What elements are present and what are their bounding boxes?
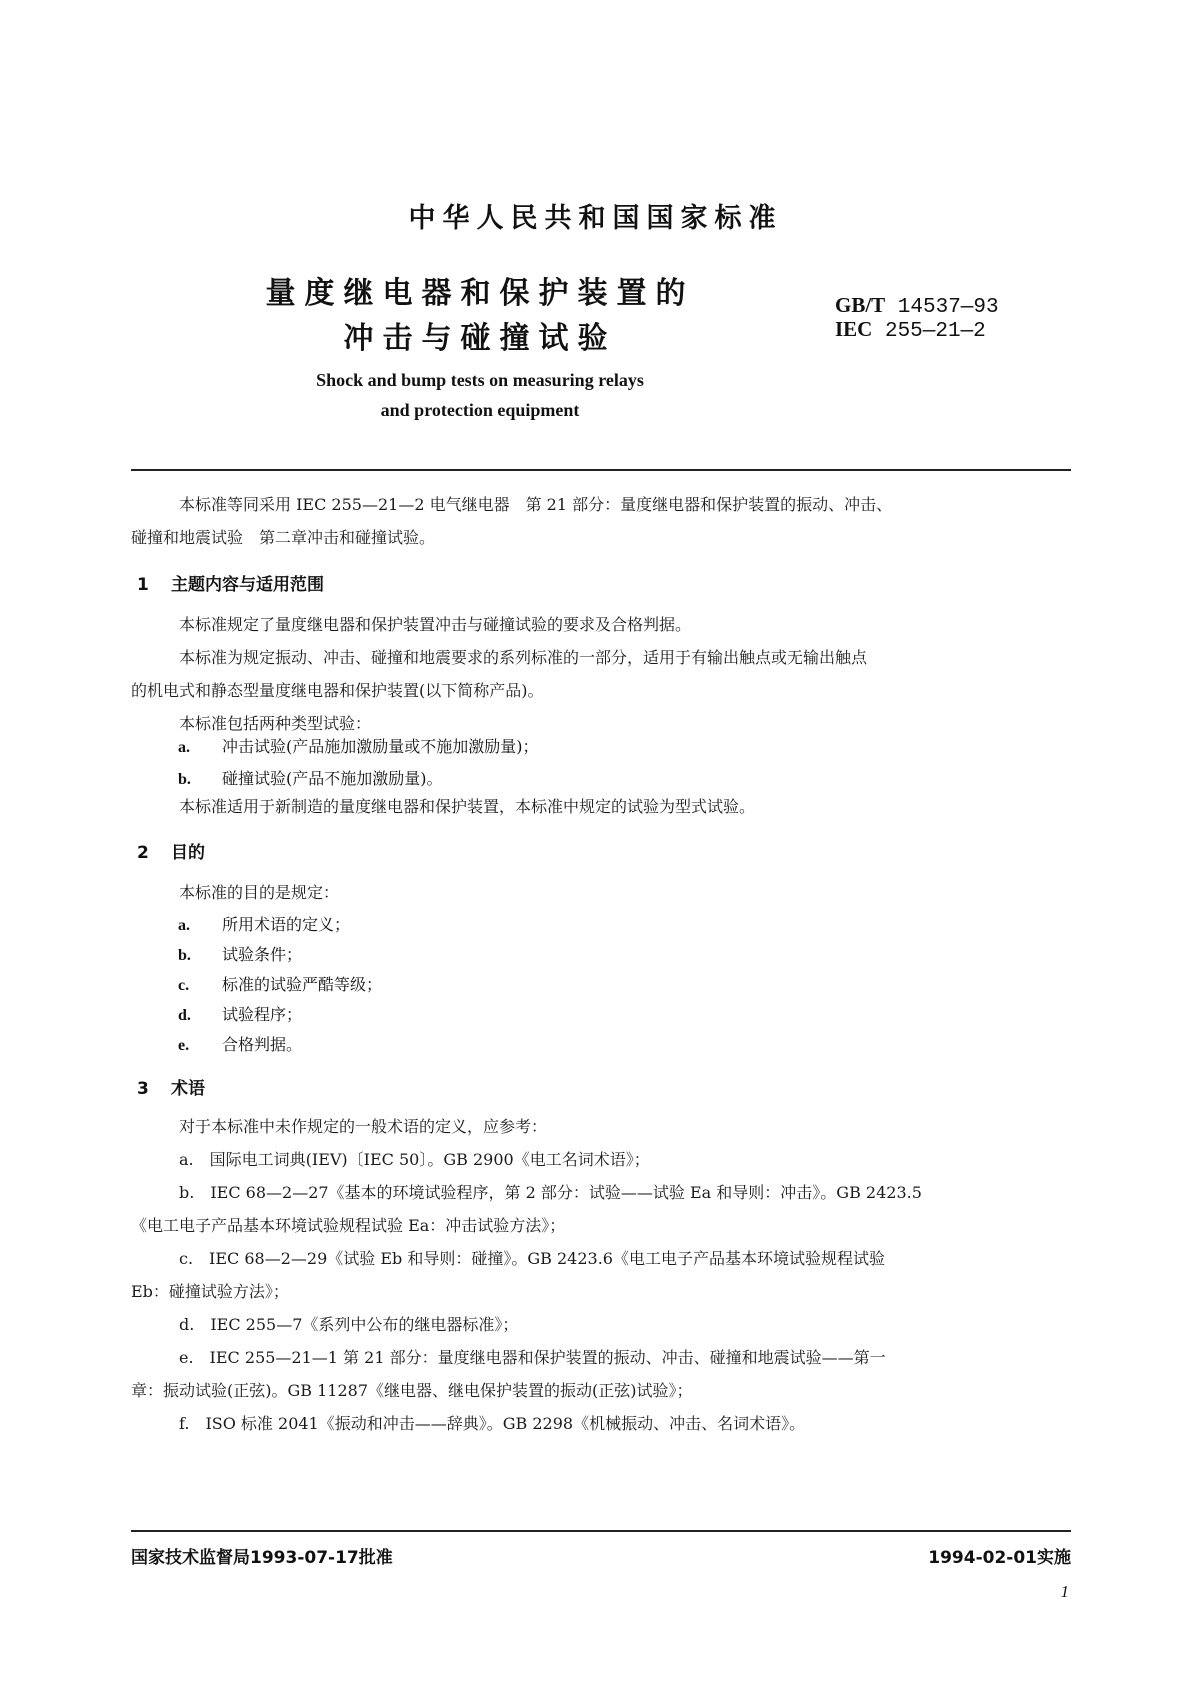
list-item bbox=[178, 972, 382, 995]
code-iec-prefix: IEC bbox=[835, 317, 873, 341]
list-marker: d. bbox=[178, 1007, 191, 1024]
code-gb-prefix: GB/T bbox=[835, 293, 886, 317]
list-marker: a. bbox=[178, 917, 190, 934]
reference-item-b-cont: 《电工电子产品基本环境试验规程试验 Ea：冲击试验方法》； bbox=[131, 1216, 566, 1235]
national-standard-header: 中华人民共和国国家标准 bbox=[408, 203, 783, 234]
list-text: 试验条件； bbox=[222, 945, 303, 964]
reference-item-e: e. IEC 255—21—1 第 21 部分：量度继电器和保护装置的振动、冲击、碰撞和地震试验——第一 bbox=[179, 1348, 886, 1367]
reference-item-c: c. IEC 68—2—29《试验 Eb 和导则：碰撞》。GB 2423.6《电工电子产品基本环境试验规程试验 bbox=[179, 1249, 885, 1268]
section-title: 目的 bbox=[171, 843, 205, 863]
reference-item-c-cont: Eb：碰撞试验方法》； bbox=[131, 1282, 289, 1301]
code-iec-number: 255—21—2 bbox=[884, 320, 986, 343]
standard-code-gb bbox=[835, 293, 999, 319]
section-3-body bbox=[131, 1110, 1071, 1440]
title-cn-line1: 量度继电器和保护装置的 bbox=[265, 276, 695, 311]
list-text: 碰撞试验(产品不施加激励量)。 bbox=[222, 769, 443, 788]
intro-paragraph bbox=[131, 488, 1071, 554]
paragraph-line: 对于本标准中未作规定的一般术语的定义，应参考： bbox=[179, 1117, 548, 1136]
section-number: 3 bbox=[137, 1079, 149, 1099]
page-number: 1 bbox=[1060, 1582, 1069, 1601]
section-1-body bbox=[131, 608, 1071, 740]
title-en-line1: Shock and bump tests on measuring relays bbox=[316, 370, 644, 390]
list-text: 所用术语的定义； bbox=[222, 915, 351, 934]
code-gb-number: 14537—93 bbox=[897, 296, 999, 319]
section-3-heading bbox=[137, 1074, 205, 1099]
section-2-body bbox=[131, 876, 1071, 909]
title-en-line2: and protection equipment bbox=[380, 400, 580, 420]
list-marker: c. bbox=[178, 977, 190, 994]
list-marker: a. bbox=[178, 739, 190, 756]
approval-line: 国家技术监督局1993-07-17批准 bbox=[131, 1548, 393, 1568]
list-item bbox=[178, 766, 443, 789]
list-marker: e. bbox=[178, 1037, 190, 1054]
section-2-heading bbox=[137, 838, 205, 863]
list-text: 试验程序； bbox=[222, 1005, 303, 1024]
reference-item-a: a. 国际电工词典(IEV)〔IEC 50〕。GB 2900《电工名词术语》； bbox=[179, 1150, 650, 1169]
paragraph-line: 本标准适用于新制造的量度继电器和保护装置，本标准中规定的试验为型式试验。 bbox=[179, 797, 756, 816]
reference-item-e-cont: 章：振动试验(正弦)。GB 11287《继电器、继电保护装置的振动(正弦)试验》； bbox=[131, 1381, 693, 1400]
list-item bbox=[178, 1002, 302, 1025]
list-marker: b. bbox=[178, 771, 191, 788]
paragraph-line: 本标准规定了量度继电器和保护装置冲击与碰撞试验的要求及合格判据。 bbox=[179, 615, 692, 634]
standard-code-iec bbox=[835, 317, 986, 343]
intro-line: 碰撞和地震试验 第二章冲击和碰撞试验。 bbox=[131, 528, 436, 547]
list-text: 冲击试验(产品施加激励量或不施加激励量)； bbox=[222, 737, 539, 756]
paragraph-line: 本标准为规定振动、冲击、碰撞和地震要求的系列标准的一部分，适用于有输出触点或无输出触点 bbox=[179, 648, 868, 667]
section-title: 术语 bbox=[171, 1079, 205, 1099]
header-divider bbox=[131, 469, 1071, 471]
paragraph-line: 本标准包括两种类型试验： bbox=[179, 714, 372, 733]
reference-item-b: b. IEC 68—2—27《基本的环境试验程序，第 2 部分：试验——试验 Ea 和导则：冲击》。GB 2423.5 bbox=[179, 1183, 922, 1202]
list-item bbox=[178, 734, 539, 757]
list-text: 合格判据。 bbox=[222, 1035, 303, 1054]
list-marker: b. bbox=[178, 947, 191, 964]
section-title: 主题内容与适用范围 bbox=[171, 575, 324, 595]
section-1-closing bbox=[131, 790, 1071, 823]
title-cn-line2: 冲击与碰撞试验 bbox=[343, 321, 617, 356]
list-item bbox=[178, 942, 302, 965]
reference-item-d: d. IEC 255—7《系列中公布的继电器标准》； bbox=[179, 1315, 519, 1334]
paragraph-line: 的机电式和静态型量度继电器和保护装置(以下简称产品)。 bbox=[131, 681, 544, 700]
section-1-heading bbox=[137, 570, 324, 595]
reference-item-f: f. ISO 标准 2041《振动和冲击——辞典》。GB 2298《机械振动、冲击、名词术语》。 bbox=[179, 1414, 806, 1433]
section-number: 1 bbox=[137, 575, 149, 595]
intro-line: 本标准等同采用 IEC 255—21—2 电气继电器 第 21 部分：量度继电器和保护装置的振动、冲击、 bbox=[179, 495, 893, 514]
list-item bbox=[178, 1032, 302, 1055]
list-item bbox=[178, 912, 350, 935]
footer-divider bbox=[131, 1530, 1071, 1532]
paragraph-line: 本标准的目的是规定： bbox=[179, 883, 340, 902]
list-text: 标准的试验严酷等级； bbox=[222, 975, 383, 994]
section-number: 2 bbox=[137, 843, 149, 863]
effective-date: 1994-02-01实施 bbox=[928, 1548, 1071, 1568]
